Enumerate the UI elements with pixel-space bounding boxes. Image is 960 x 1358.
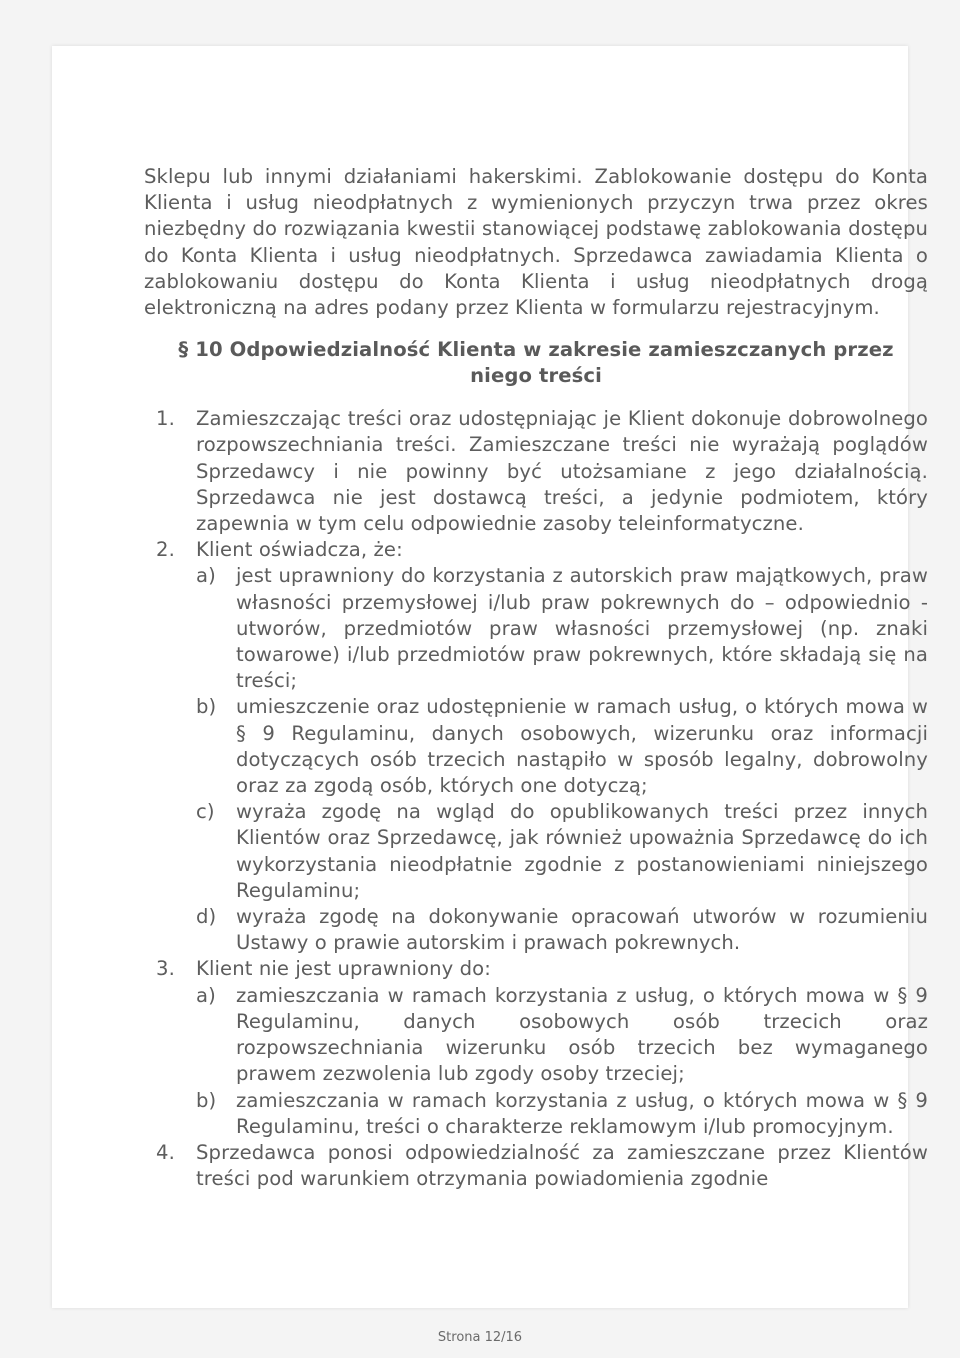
list-item-4	[144, 1140, 928, 1192]
sub-item-2c	[144, 799, 928, 904]
sub-item-text: wyraża zgodę na dokonywanie opracowań utworów w rozumieniu Ustawy o prawie autorskim i prawach pokrewnych.	[236, 905, 928, 955]
sub-item-text: umieszczenie oraz udostępnienie w ramach usług, o których mowa w § 9 Regulaminu, danych osobowych, wizerunku oraz informacji dotyczących osób trzecich nastąpiło w sposób legalny, dobrowolny oraz za zgodą osób, których one dotyczą;	[236, 695, 928, 798]
page-number-footer: Strona 12/16	[437, 1330, 523, 1345]
list-item-1	[144, 406, 928, 537]
item-text: Klient nie jest uprawniony do:	[196, 957, 491, 981]
item-text: Sprzedawca ponosi odpowiedzialność za zamieszczane przez Klientów treści pod warunkiem otrzymania powiadomienia zgodnie	[196, 1140, 928, 1191]
item-text: Klient oświadcza, że:	[196, 538, 403, 562]
sub-item-text: jest uprawniony do korzystania z autorskich praw majątkowych, praw własności przemysłowej i/lub praw pokrewnych do – odpowiednio - utworów, przedmiotów praw własności przemysłowej (np. znaki towarowe) i/lub przedmiotów praw pokrewnych, które składają się na treści;	[236, 564, 928, 693]
sub-item-2a	[144, 563, 928, 694]
sub-item-3b	[144, 1088, 928, 1140]
sub-item-letter: b)	[196, 1088, 217, 1112]
item-number: 1.	[156, 407, 175, 431]
sub-item-2d	[144, 904, 928, 956]
sub-item-letter: a)	[196, 983, 216, 1007]
sub-item-2b	[144, 694, 928, 799]
sub-item-letter: c)	[196, 800, 215, 824]
document-content	[144, 164, 928, 1192]
sub-item-text: zamieszczania w ramach korzystania z usług, o których mowa w § 9 Regulaminu, danych osobowych osób trzecich oraz rozpowszechniania wizerunku osób trzecich bez wymaganego prawem zezwolenia lub zgody osoby trzeciej;	[236, 983, 928, 1086]
list-item-2	[144, 537, 928, 563]
list-item-3	[144, 956, 928, 982]
sub-item-letter: b)	[196, 695, 217, 719]
item-text: Zamieszczając treści oraz udostępniając je Klient dokonuje dobrowolnego rozpowszechniania treści. Zamieszczane treści nie wyrażają poglądów Sprzedawcy i nie powinny być utożsamiane z jego działalnością. Sprzedawca nie jest dostawcą treści, a jedynie podmiotem, który zapewnia w tym celu odpowiednie zasoby teleinformatyczne.	[196, 407, 928, 536]
intro-paragraph: Sklepu lub innymi działaniami hakerskimi. Zablokowanie dostępu do Konta Klienta i usług nieodpłatnych z wymienionych przyczyn trwa przez okres niezbędny do rozwiązania kwestii stanowiącej podstawę zablokowania dostępu do Konta Klienta i usług nieodpłatnych. Sprzedawca zawiadamia Klienta o zablokowaniu dostępu do Konta Klienta i usług nieodpłatnych drogą elektroniczną na adres podany przez Klienta w formularzu rejestracyjnym.	[144, 165, 928, 320]
item-number: 2.	[156, 538, 175, 562]
item-number: 3.	[156, 957, 175, 981]
sub-item-text: zamieszczania w ramach korzystania z usług, o których mowa w § 9 Regulaminu, treści o charakterze reklamowym i/lub promocyjnym.	[236, 1088, 928, 1138]
sub-item-text: wyraża zgodę na wgląd do opublikowanych treści przez innych Klientów oraz Sprzedawcę, jak również upoważnia Sprzedawcę do ich wykorzystania nieodpłatnie zgodnie z postanowieniami niniejszego Regulaminu;	[236, 800, 928, 902]
section-title: § 10 Odpowiedzialność Klienta w zakresie zamieszczanych przez niego treści	[178, 338, 894, 388]
document-page	[52, 46, 928, 1308]
sub-item-letter: a)	[196, 564, 216, 588]
sub-item-letter: d)	[196, 905, 217, 929]
item-number: 4.	[156, 1140, 175, 1164]
sub-item-3a	[144, 983, 928, 1088]
